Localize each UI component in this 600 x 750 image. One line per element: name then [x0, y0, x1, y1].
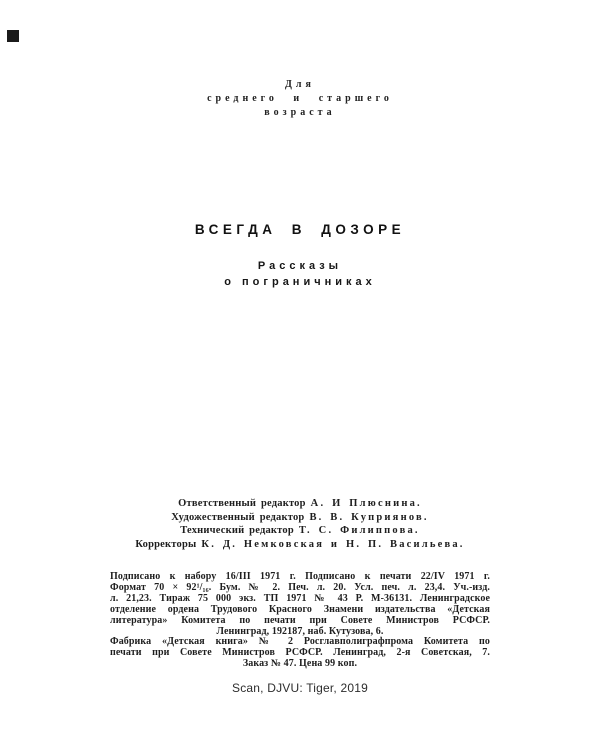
editor-name: К. Д. Немковская и Н. П. Васильева.	[201, 539, 465, 551]
book-subtitle	[0, 258, 600, 290]
imprint-line: Фабрика «Детская книга» № 2 Росглавполиграфпрома Комитета по	[110, 636, 490, 648]
subtitle-line-1: Рассказы	[257, 260, 343, 272]
editor-name: Т. С. Филиппова.	[298, 525, 420, 537]
imprint-line: литература» Комитета по печати при Совете Министров РСФСР.	[110, 614, 490, 626]
editor-line	[0, 524, 600, 538]
scan-credit: Scan, DJVU: Tiger, 2019	[231, 681, 368, 695]
editor-name: В. В. Куприянов.	[309, 511, 429, 523]
book-title: ВСЕГДА В ДОЗОРЕ	[194, 222, 406, 237]
editor-role: Технический редактор	[180, 525, 294, 537]
editor-line	[0, 538, 600, 552]
imprint-line: Подписано к набору 16/III 1971 г. Подписано к печати 22/IV 1971 г.	[110, 571, 490, 582]
imprint-line: Формат 70 × 92¹/₁₆. Бум. № 2. Печ. л. 20. Усл. печ. л. 23,4. Уч.-изд.	[110, 581, 490, 593]
audience-line-3: возраста	[264, 107, 336, 118]
audience-line-2: среднего и старшего	[207, 93, 393, 104]
scan-registration-mark	[7, 30, 19, 42]
imprint-line: Заказ № 47. Цена 99 коп.	[242, 658, 358, 670]
editor-name: А. И Плюснина.	[310, 498, 422, 509]
editor-line	[0, 497, 600, 511]
editor-role: Ответственный редактор	[178, 498, 306, 509]
editors-block	[0, 497, 600, 552]
imprint-line: Ленинград, 192187, наб. Кутузова, 6.	[216, 625, 384, 637]
imprint-block	[110, 572, 490, 670]
audience-line-1: Для	[285, 79, 315, 90]
audience-note	[0, 78, 600, 120]
imprint-line: печати при Совете Министров РСФСР. Ленинград, 2-я Советская, 7.	[110, 647, 490, 659]
editor-line	[0, 511, 600, 525]
editor-role: Корректоры	[135, 539, 197, 551]
imprint-line: л. 21,23. Тираж 75 000 экз. ТП 1971 № 43 Р. М-36131. Ленинградское	[110, 592, 490, 604]
subtitle-line-2: о пограничниках	[224, 276, 376, 288]
editor-role: Художественный редактор	[171, 511, 305, 523]
imprint-line: отделение ордена Трудового Красного Знамени издательства «Детская	[110, 603, 490, 615]
